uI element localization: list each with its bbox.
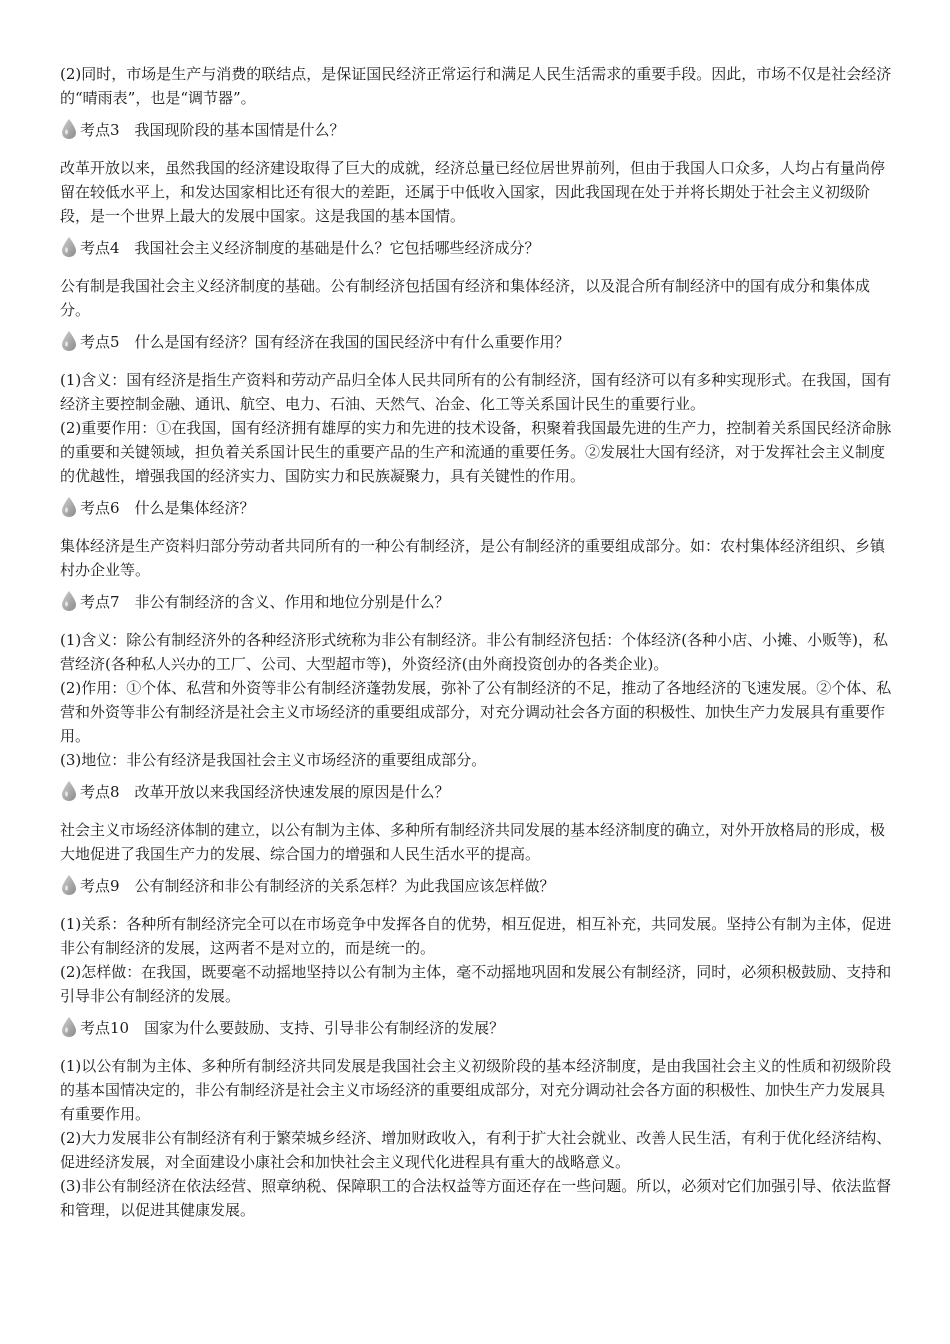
water-drop-icon: [60, 780, 78, 802]
section-heading: [60, 1014, 892, 1038]
section-heading: [60, 588, 892, 612]
section-paragraph: (1)含义：除公有制经济外的各种经济形式统称为非公有制经济。非公有制经济包括：个体经济(各种小店、小摊、小贩等)，私营经济(各种私人兴办的工厂、公司、大型超市等)，外资经济(由外商投资创办的各类企业)。: [60, 631, 888, 673]
section-paragraph: 改革开放以来，虽然我国的经济建设取得了巨大的成就，经济总量已经位居世界前列，但由于我国人口众多，人均占有量尚停留在较低水平上，和发达国家相比还有很大的差距，还属于中低收入国家，因此我国现在处于并将长期处于社会主义初级阶段，是一个世界上最大的发展中国家。这是我国的基本国情。: [60, 159, 886, 225]
section-4: [60, 234, 892, 322]
section-10: [60, 1014, 892, 1222]
section-paragraph: (1)含义：国有经济是指生产资料和劳动产品归全体人民共同所有的公有制经济，国有经济可以有多种实现形式。在我国，国有经济主要控制金融、通讯、航空、电力、石油、天然气、冶金、化工等关系国计民生的重要行业。: [60, 371, 892, 413]
water-drop-icon: [60, 496, 78, 518]
water-drop-icon: [60, 1016, 78, 1038]
section-7: [60, 588, 892, 772]
section-heading-text: 考点10 国家为什么要鼓励、支持、引导非公有制经济的发展？: [80, 1019, 505, 1037]
section-paragraph: (1)关系：各种所有制经济完全可以在市场竞争中发挥各自的优势，相互促进，相互补充，共同发展。坚持公有制为主体，促进非公有制经济的发展，这两者不是对立的，而是统一的。: [60, 915, 892, 957]
section-heading: [60, 234, 892, 258]
section-heading-text: 考点9 公有制经济和非公有制经济的关系怎样？为此我国应该怎样做？: [80, 877, 555, 895]
section-heading-text: 考点5 什么是国有经济？国有经济在我国的国民经济中有什么重要作用？: [80, 333, 570, 351]
section-paragraph: 社会主义市场经济体制的建立，以公有制为主体、多种所有制经济共同发展的基本经济制度的确立，对外开放格局的形成，极大地促进了我国生产力的发展、综合国力的增强和人民生活水平的提高。: [60, 821, 886, 863]
section-6: [60, 494, 892, 582]
section-5: [60, 328, 892, 488]
section-paragraph: (2)作用：①个体、私营和外资等非公有制经济蓬勃发展，弥补了公有制经济的不足，推动了各地经济的飞速发展。②个体、私营和外资等非公有制经济是社会主义市场经济的重要组成部分，对充分调动社会各方面的积极性、加快生产力发展具有重要作用。: [60, 679, 892, 745]
water-drop-icon: [60, 330, 78, 352]
water-drop-icon: [60, 874, 78, 896]
section-heading: [60, 494, 892, 518]
section-heading-text: 考点3 我国现阶段的基本国情是什么？: [80, 121, 345, 139]
water-drop-icon: [60, 118, 78, 140]
section-heading: [60, 778, 892, 802]
section-heading-text: 考点4 我国社会主义经济制度的基础是什么？它包括哪些经济成分？: [80, 239, 540, 257]
section-paragraph: 集体经济是生产资料归部分劳动者共同所有的一种公有制经济，是公有制经济的重要组成部分。如：农村集体经济组织、乡镇村办企业等。: [60, 537, 886, 579]
water-drop-icon: [60, 236, 78, 258]
section-heading-text: 考点8 改革开放以来我国经济快速发展的原因是什么？: [80, 783, 450, 801]
section-paragraph: (1)以公有制为主体、多种所有制经济共同发展是我国社会主义初级阶段的基本经济制度，是由我国社会主义的性质和初级阶段的基本国情决定的，非公有制经济是社会主义市场经济的重要组成部分，对充分调动社会各方面的积极性、加快生产力发展具有重要作用。: [60, 1057, 892, 1123]
water-drop-icon: [60, 590, 78, 612]
section-heading-text: 考点6 什么是集体经济？: [80, 499, 255, 517]
section-paragraph: (3)非公有制经济在依法经营、照章纳税、保障职工的合法权益等方面还存在一些问题。所以，必须对它们加强引导、依法监督和管理，以促进其健康发展。: [60, 1177, 892, 1219]
sections-container: [60, 116, 892, 1222]
section-paragraph: (2)重要作用：①在我国，国有经济拥有雄厚的实力和先进的技术设备，积聚着我国最先进的生产力，控制着关系国民经济命脉的重要和关键领域，担负着关系国计民生的重要产品的生产和流通的重要任务。②发展壮大国有经济，对于发挥社会主义制度的优越性，增强我国的经济实力、国防实力和民族凝聚力，具有关键性的作用。: [60, 419, 892, 485]
section-heading-text: 考点7 非公有制经济的含义、作用和地位分别是什么？: [80, 593, 450, 611]
section-paragraph: 公有制是我国社会主义经济制度的基础。公有制经济包括国有经济和集体经济，以及混合所有制经济中的国有成分和集体成分。: [60, 277, 871, 319]
section-heading: [60, 872, 892, 896]
section-paragraph: (2)怎样做：在我国，既要毫不动摇地坚持以公有制为主体，毫不动摇地巩固和发展公有制经济，同时，必须积极鼓励、支持和引导非公有制经济的发展。: [60, 963, 892, 1005]
section-paragraph: (3)地位：非公有经济是我国社会主义市场经济的重要组成部分。: [60, 751, 487, 769]
section-9: [60, 872, 892, 1008]
section-8: [60, 778, 892, 866]
section-heading: [60, 328, 892, 352]
section-heading: [60, 116, 892, 140]
section-3: [60, 116, 892, 228]
intro-block: [60, 62, 892, 110]
intro-paragraph: (2)同时，市场是生产与消费的联结点，是保证国民经济正常运行和满足人民生活需求的重要手段。因此，市场不仅是社会经济的“晴雨表”，也是“调节器”。: [60, 65, 892, 107]
section-paragraph: (2)大力发展非公有制经济有利于繁荣城乡经济、增加财政收入，有利于扩大社会就业、改善人民生活，有利于优化经济结构、促进经济发展，对全面建设小康社会和加快社会主义现代化进程具有重大的战略意义。: [60, 1129, 892, 1171]
